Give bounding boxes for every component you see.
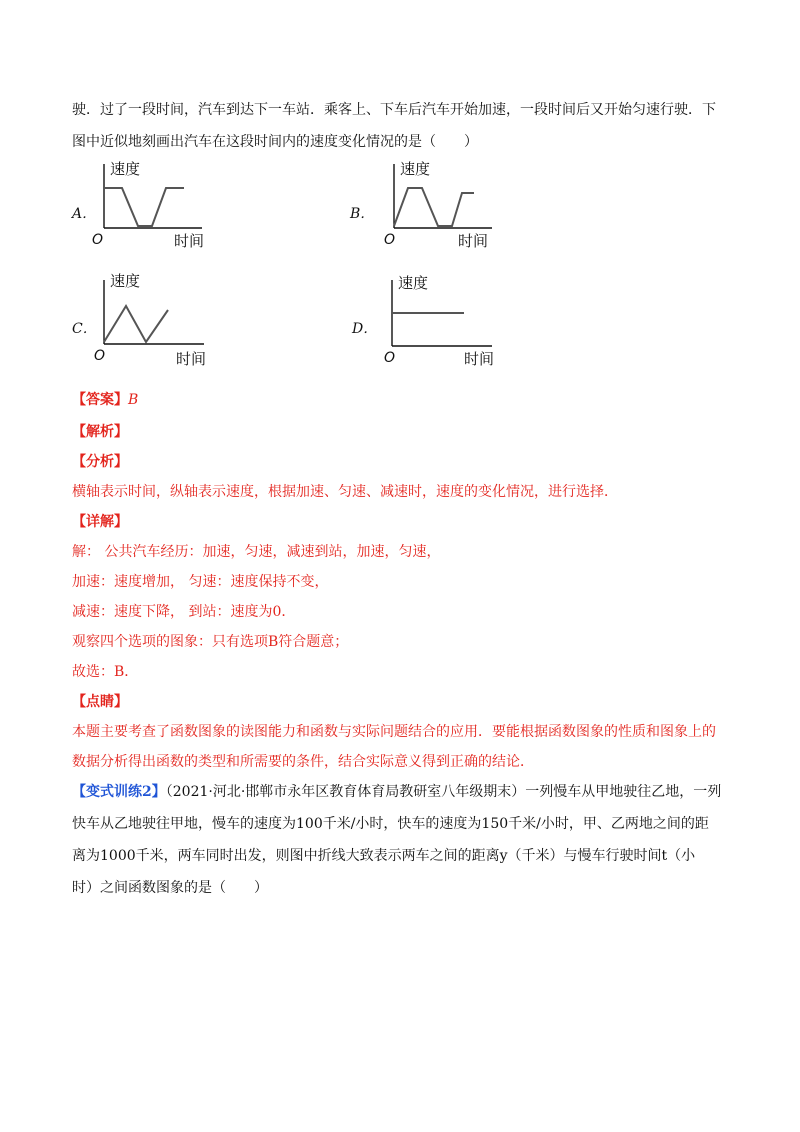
option-a-letter: A． [72,206,97,222]
variant-text-1: （2021·河北·邯郸市永年区教育体育局教研室八年级期末）一列慢车从甲地驶往乙地，一列 [165,784,722,800]
detail-line-1: 解： 公共汽车经历：加速，匀速，减速到站，加速，匀速， [72,544,441,560]
option-b-graph [382,158,502,250]
option-d-svg [380,272,500,368]
y-axis-label: 速度 [110,272,141,290]
option-b-letter: B． [350,206,375,222]
x-axis-label: 时间 [176,350,207,368]
variant-line-3: 离为1000千米，两车同时出发，则图中折线大致表示两车之间的距离y（千米）与慢车行驶时间t（小 [72,848,696,864]
option-b-svg [382,158,502,250]
option-c-graph [92,272,212,368]
answer-line [72,390,732,410]
speed-line [104,188,184,226]
option-d-letter: D． [352,321,378,337]
x-axis-label: 时间 [174,232,205,250]
origin-label: O [92,232,104,248]
dianjing-line-1: 本题主要考查了函数图象的读图能力和函数与实际问题结合的应用．要能根据函数图象的性质和图象上的 [72,724,716,740]
question-line-1: 驶．过了一段时间，汽车到达下一车站．乘客上、下车后汽车开始加速，一段时间后又开始匀速行驶．下 [72,102,716,118]
origin-label: O [384,232,396,248]
speed-line [394,188,474,226]
dianjing-line-2: 数据分析得出函数的类型和所需要的条件，结合实际意义得到正确的结论． [72,754,534,770]
answer-label: 【答案】 [72,392,128,408]
detail-line-2: 加速：速度增加， 匀速：速度保持不变， [72,574,329,590]
fenxi-text: 横轴表示时间，纵轴表示速度，根据加速、匀速、减速时，速度的变化情况，进行选择． [72,484,618,500]
question-line-2: 图中近似地刻画出汽车在这段时间内的速度变化情况的是（ ） [72,134,478,150]
answer-value: B [128,392,139,408]
fenxi-heading: 【分析】 [72,454,128,470]
origin-label: O [94,348,106,364]
variant-label: 【变式训练2】 [72,784,166,800]
variant-line-2: 快车从乙地驶往甲地，慢车的速度为100千米/小时，快车的速度为150千米/小时，甲、乙两地之间的距 [72,816,709,832]
detail-heading: 【详解】 [72,514,128,530]
y-axis-label: 速度 [398,274,429,292]
variant-line-4: 时）之间函数图象的是（ ） [72,880,268,896]
option-a-svg [92,158,212,250]
analysis-heading: 【解析】 [72,424,128,440]
x-axis-label: 时间 [464,350,495,368]
variant-line-1 [72,782,732,802]
detail-choose: 故选：B． [72,664,139,680]
y-axis-label: 速度 [110,160,141,178]
detail-observe: 观察四个选项的图象：只有选项B符合题意； [72,634,349,650]
dianjing-heading: 【点睛】 [72,694,128,710]
origin-label: O [384,350,396,366]
y-axis-label: 速度 [400,160,431,178]
speed-line [104,306,168,342]
option-d-graph [380,272,500,368]
detail-line-3: 减速：速度下降， 到站：速度为0． [72,604,296,620]
option-c-letter: C． [72,321,97,337]
option-a-graph [92,158,212,250]
x-axis-label: 时间 [458,232,489,250]
option-c-svg [92,272,212,368]
